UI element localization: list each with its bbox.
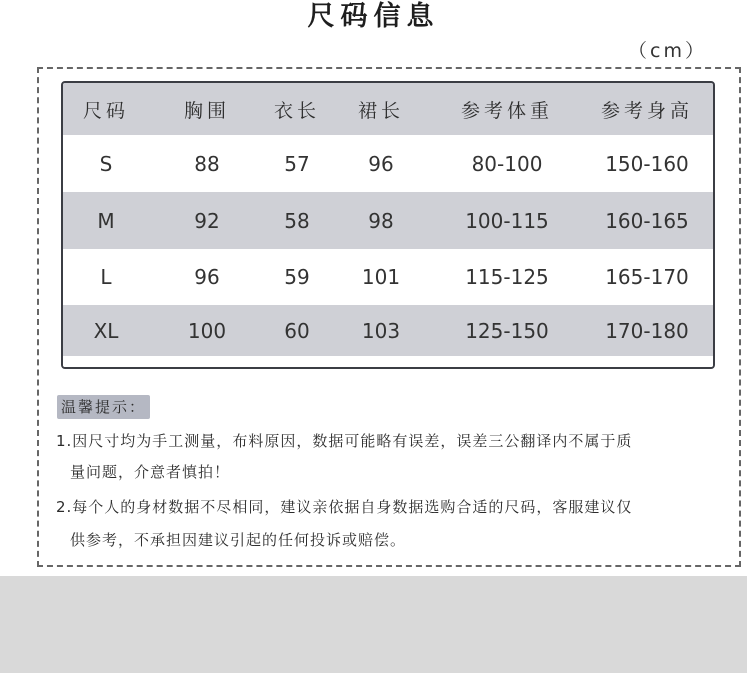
cell-ref-weight: 100-115	[465, 208, 549, 233]
unit-label: （cm）	[628, 40, 707, 62]
note-1-line-1: 1.因尺寸均为手工测量，布料原因，数据可能略有误差，误差三公翻译内不属于质	[56, 432, 633, 450]
cell-ref-weight: 80-100	[471, 151, 543, 176]
cell-skirt-length: 96	[368, 151, 394, 176]
cell-top-length: 58	[284, 208, 310, 233]
cell-skirt-length: 98	[368, 208, 394, 233]
footer-band	[0, 576, 747, 673]
page-title: 尺码信息	[307, 1, 440, 32]
cell-skirt-length: 101	[361, 265, 401, 289]
size-table	[61, 81, 715, 369]
cell-bust: 92	[194, 208, 220, 233]
note-2-line-2: 供参考，不承担因建议引起的任何投诉或赔偿。	[70, 531, 407, 549]
header-skirt-length: 裙长	[357, 99, 404, 122]
table-row	[63, 192, 713, 249]
cell-bust: 100	[187, 318, 227, 343]
table-row	[63, 135, 713, 192]
cell-ref-height: 165-170	[605, 265, 689, 289]
cell-size: S	[99, 151, 113, 176]
cell-bust: 88	[194, 151, 220, 176]
cell-top-length: 59	[284, 265, 310, 289]
table-header-row	[63, 83, 713, 135]
cell-size: M	[97, 208, 115, 233]
cell-top-length: 60	[284, 318, 310, 343]
cell-ref-height: 170-180	[605, 318, 689, 343]
table-bottom-band	[63, 356, 713, 367]
cell-ref-weight: 115-125	[465, 265, 549, 289]
table-row	[63, 305, 713, 356]
cell-ref-weight: 125-150	[465, 318, 549, 343]
cell-bust: 96	[194, 265, 220, 289]
tips-label: 温馨提示：	[57, 395, 150, 419]
header-size: 尺码	[82, 99, 129, 122]
table-row	[63, 249, 713, 305]
header-top-length: 衣长	[273, 99, 320, 122]
note-1-line-2: 量问题，介意者慎拍！	[70, 463, 231, 481]
cell-top-length: 57	[284, 151, 310, 176]
cell-ref-height: 160-165	[605, 208, 689, 233]
cell-ref-height: 150-160	[605, 151, 689, 176]
note-2-line-1: 2.每个人的身材数据不尽相同，建议亲依据自身数据选购合适的尺码，客服建议仅	[56, 498, 633, 516]
header-bust: 胸围	[183, 99, 230, 122]
cell-size: L	[100, 265, 112, 289]
header-ref-weight: 参考体重	[460, 99, 553, 122]
header-ref-height: 参考身高	[600, 99, 693, 122]
cell-size: XL	[93, 318, 119, 343]
cell-skirt-length: 103	[361, 318, 401, 343]
